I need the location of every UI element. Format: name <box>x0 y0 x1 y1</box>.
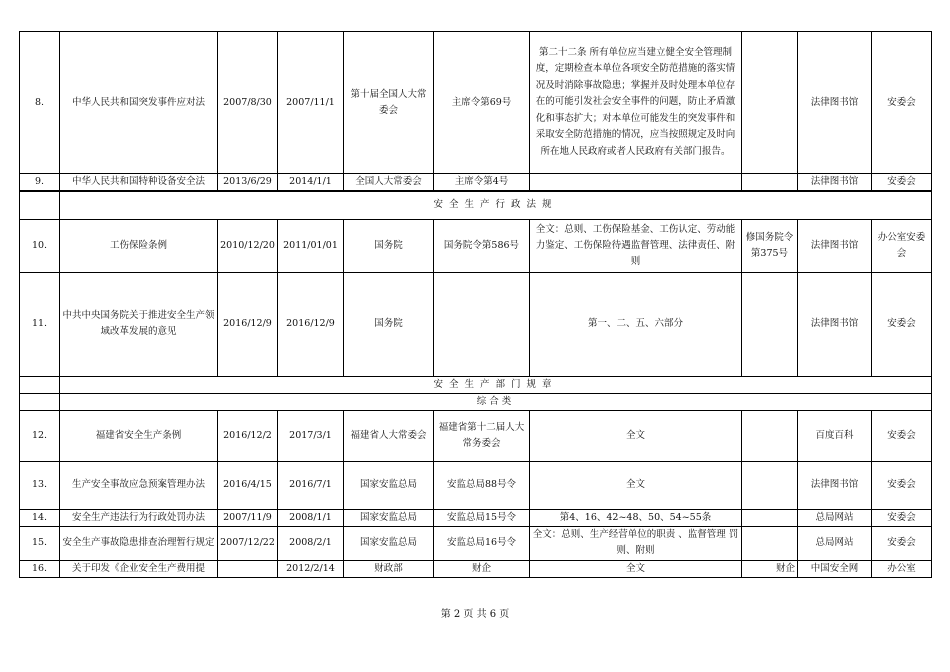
section-row <box>20 376 932 393</box>
law-name: 生产安全事故应急预案管理办法 <box>60 461 218 509</box>
applicable-clauses <box>530 174 742 192</box>
applicable-clauses: 全文 <box>530 560 742 577</box>
publish-date: 2016/12/2 <box>218 410 278 461</box>
effective-date: 2016/12/9 <box>278 272 344 376</box>
law-name: 中共中央国务院关于推进安全生产领域改革发展的意见 <box>60 272 218 376</box>
publish-date: 2013/6/29 <box>218 174 278 192</box>
issuing-authority: 国家安监总局 <box>344 509 434 526</box>
document-number: 财企 <box>434 560 530 577</box>
effective-date: 2008/2/1 <box>278 526 344 560</box>
effective-date: 2012/2/14 <box>278 560 344 577</box>
issuing-authority: 国家安监总局 <box>344 526 434 560</box>
subsection-heading: 综合类 <box>60 393 932 410</box>
source: 总局网站 <box>798 509 872 526</box>
law-name: 工伤保险条例 <box>60 219 218 272</box>
source: 中国安全网 <box>798 560 872 577</box>
publish-date: 2016/4/15 <box>218 461 278 509</box>
law-name: 安全生产违法行为行政处罚办法 <box>60 509 218 526</box>
source: 百度百科 <box>798 410 872 461</box>
replaced-document <box>742 526 798 560</box>
subsection-row <box>20 393 932 410</box>
issuing-authority: 福建省人大常委会 <box>344 410 434 461</box>
table-row <box>20 272 932 376</box>
law-name: 安全生产事故隐患排查治理暂行规定 <box>60 526 218 560</box>
source: 法律图书馆 <box>798 174 872 192</box>
document-number: 国务院令第586号 <box>434 219 530 272</box>
applicable-clauses: 第4、16、42~48、50、54~55条 <box>530 509 742 526</box>
row-number: 11. <box>20 272 60 376</box>
law-name: 福建省安全生产条例 <box>60 410 218 461</box>
row-number: 12. <box>20 410 60 461</box>
document-number: 主席令第4号 <box>434 174 530 192</box>
table-row <box>20 509 932 526</box>
applicable-clauses: 全文 <box>530 410 742 461</box>
effective-date: 2011/01/01 <box>278 219 344 272</box>
replaced-document: 财企 <box>742 560 798 577</box>
document-number: 福建省第十二届人大常务委会 <box>434 410 530 461</box>
replaced-document <box>742 174 798 192</box>
publish-date: 2007/12/22 <box>218 526 278 560</box>
publish-date: 2007/8/30 <box>218 32 278 174</box>
effective-date: 2007/11/1 <box>278 32 344 174</box>
responsible-dept: 安委会 <box>872 526 932 560</box>
section-heading: 安全生产行政法规 <box>60 191 932 219</box>
effective-date: 2017/3/1 <box>278 410 344 461</box>
table-row <box>20 560 932 577</box>
section-heading: 安全生产部门规章 <box>60 376 932 393</box>
issuing-authority: 第十届全国人大常委会 <box>344 32 434 174</box>
issuing-authority: 全国人大常委会 <box>344 174 434 192</box>
issuing-authority: 国务院 <box>344 272 434 376</box>
source: 法律图书馆 <box>798 272 872 376</box>
page-number-footer: 第 2 页 共 6 页 <box>440 609 510 620</box>
effective-date: 2008/1/1 <box>278 509 344 526</box>
document-number: 安监总局88号令 <box>434 461 530 509</box>
table-row <box>20 174 932 192</box>
law-name: 关于印发《企业安全生产费用提 <box>60 560 218 577</box>
section-row <box>20 191 932 219</box>
publish-date: 2007/11/9 <box>218 509 278 526</box>
publish-date: 2010/12/20 <box>218 219 278 272</box>
replaced-document <box>742 32 798 174</box>
publish-date <box>218 560 278 577</box>
table-row <box>20 219 932 272</box>
applicable-clauses: 全文：总则、工伤保险基金、工伤认定、劳动能力鉴定、工伤保险待遇监督管理、法律责任、附则 <box>530 219 742 272</box>
law-name: 中华人民共和国突发事件应对法 <box>60 32 218 174</box>
source: 总局网站 <box>798 526 872 560</box>
row-number: 13. <box>20 461 60 509</box>
responsible-dept: 办公室 <box>872 560 932 577</box>
table-row <box>20 526 932 560</box>
document-number: 主席令第69号 <box>434 32 530 174</box>
replaced-document <box>742 509 798 526</box>
regulation-table <box>19 31 932 578</box>
publish-date: 2016/12/9 <box>218 272 278 376</box>
applicable-clauses: 全文：总则、生产经营单位的职责 、监督管理 罚则、附则 <box>530 526 742 560</box>
applicable-clauses: 全文 <box>530 461 742 509</box>
responsible-dept: 安委会 <box>872 32 932 174</box>
row-number: 15. <box>20 526 60 560</box>
table-row <box>20 461 932 509</box>
applicable-clauses: 第二十二条 所有单位应当建立健全安全管理制度，定期检查本单位各项安全防范措施的落实情况及时消除事故隐患；掌握并及时处理本单位存在的可能引发社会安全事件的问题，防止矛盾激化和事态扩大；对本单位可能发生的突发事件和采取安全防范措施的情况，应当按照规定及时向所在地人民政府或者人民政府有关部门报告。 <box>530 32 742 174</box>
effective-date: 2016/7/1 <box>278 461 344 509</box>
table-row <box>20 32 932 174</box>
row-number: 8. <box>20 32 60 174</box>
responsible-dept: 办公室安委会 <box>872 219 932 272</box>
document-number <box>434 272 530 376</box>
responsible-dept: 安委会 <box>872 461 932 509</box>
document-number: 安监总局15号令 <box>434 509 530 526</box>
issuing-authority: 财政部 <box>344 560 434 577</box>
table-row <box>20 410 932 461</box>
row-number: 10. <box>20 219 60 272</box>
law-name: 中华人民共和国特种设备安全法 <box>60 174 218 192</box>
issuing-authority: 国家安监总局 <box>344 461 434 509</box>
applicable-clauses: 第一、二、五、六部分 <box>530 272 742 376</box>
responsible-dept: 安委会 <box>872 272 932 376</box>
replaced-document <box>742 410 798 461</box>
responsible-dept: 安委会 <box>872 410 932 461</box>
row-number: 14. <box>20 509 60 526</box>
row-number: 16. <box>20 560 60 577</box>
source: 法律图书馆 <box>798 219 872 272</box>
replaced-document <box>742 461 798 509</box>
document-number: 安监总局16号令 <box>434 526 530 560</box>
replaced-document: 修国务院令第375号 <box>742 219 798 272</box>
effective-date: 2014/1/1 <box>278 174 344 192</box>
issuing-authority: 国务院 <box>344 219 434 272</box>
source: 法律图书馆 <box>798 461 872 509</box>
row-number: 9. <box>20 174 60 192</box>
responsible-dept: 安委会 <box>872 174 932 192</box>
replaced-document <box>742 272 798 376</box>
source: 法律图书馆 <box>798 32 872 174</box>
responsible-dept: 安委会 <box>872 509 932 526</box>
